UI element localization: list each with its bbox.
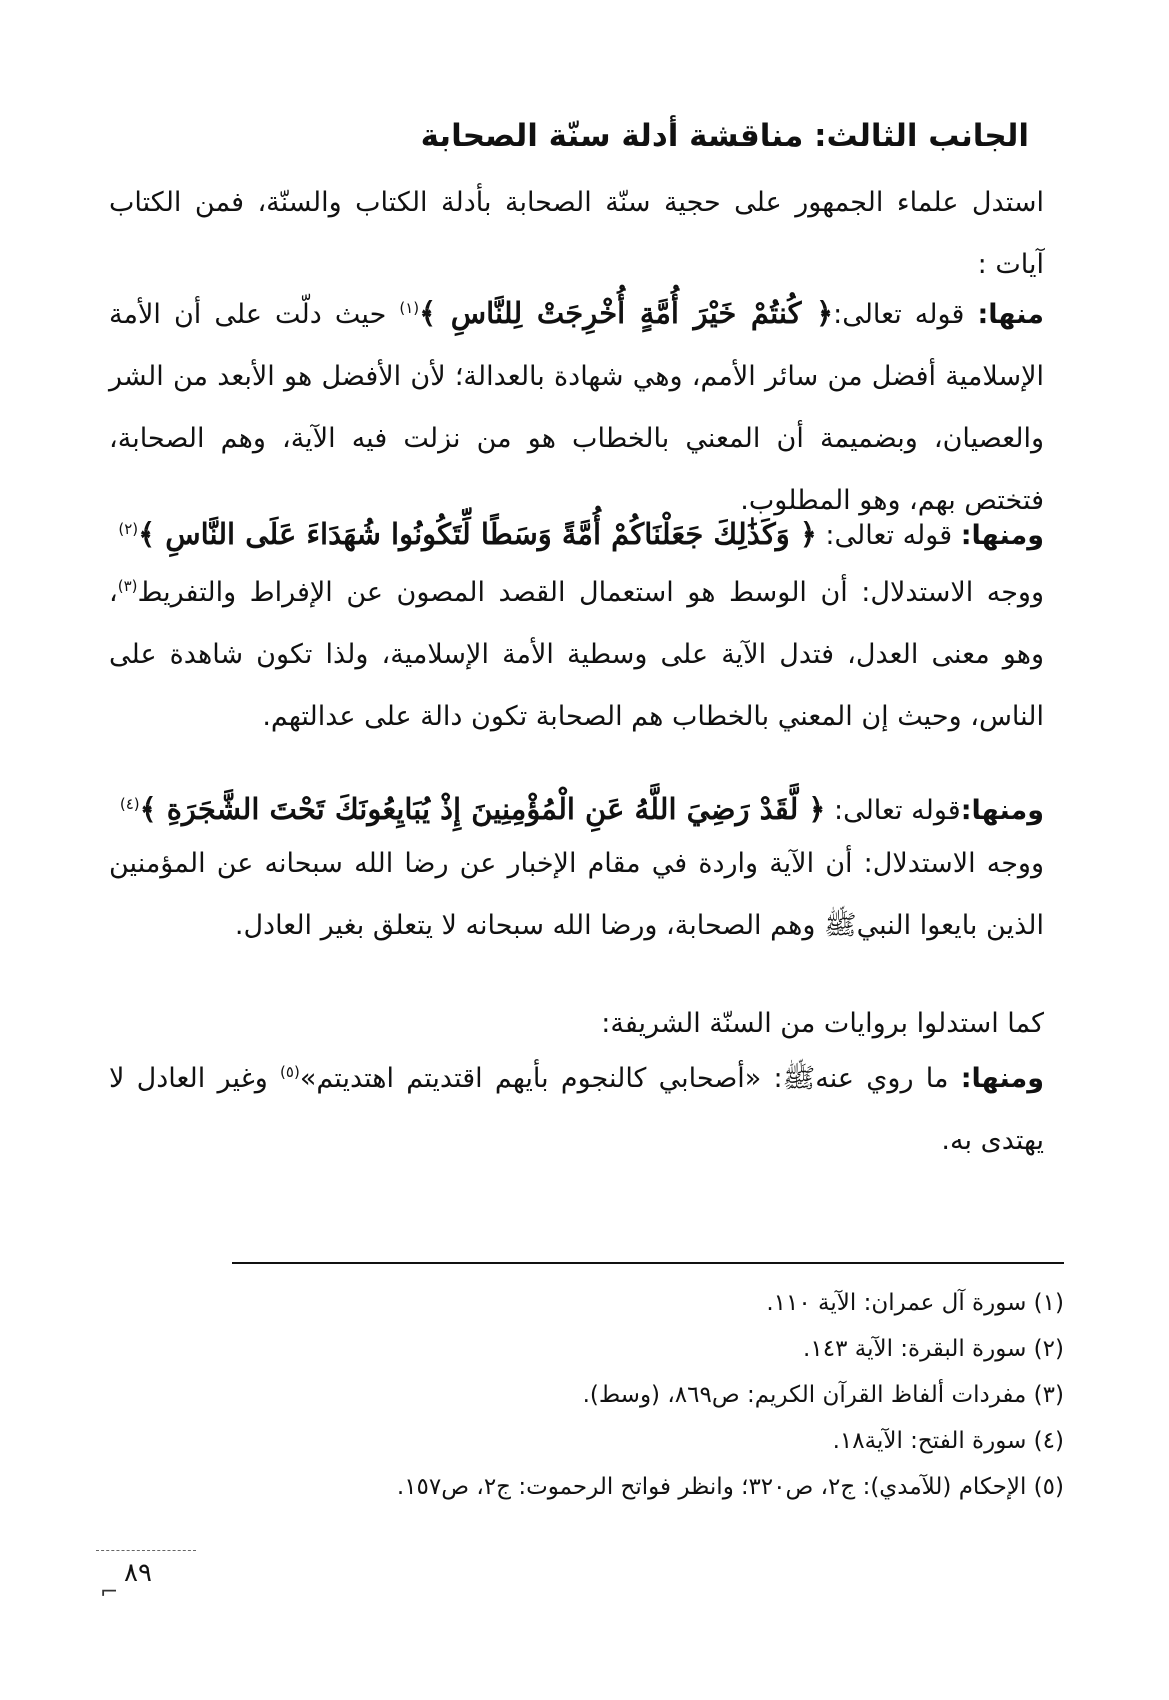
evidence-paragraph-2 — [109, 503, 1044, 567]
paragraph-keyword: ومنها: — [960, 1063, 1044, 1094]
paragraph-keyword: منها: — [977, 299, 1044, 330]
evidence-paragraph-1 — [109, 282, 1044, 532]
sunnah-intro: كما استدلوا بروايات من السنّة الشريفة: — [601, 1008, 1044, 1039]
section-title: الجانب الثالث: مناقشة أدلة سنّة الصحابة — [420, 118, 1029, 154]
verse-intro: قوله تعالى: — [833, 299, 978, 330]
footnote-5: (٥) الإحكام (للآمدي): ج٢، ص٣٢٠؛ وانظر فواتح الرحموت: ج٢، ص١٥٧. — [396, 1474, 1064, 1500]
honorific-glyph: ﷺ — [782, 1063, 816, 1094]
quran-verse: ﴿ كُنتُمْ خَيْرَ أُمَّةٍ أُخْرِجَتْ لِلنَّاسِ ﴾ — [419, 296, 834, 330]
footnote-ref: (٥) — [280, 1063, 300, 1081]
footnote-2: (٢) سورة البقرة: الآية ١٤٣. — [803, 1336, 1064, 1362]
paragraph-text: وغير العادل لا يهتدى به. — [109, 1063, 1044, 1156]
hadith-quote: : «أصحابي كالنجوم بأيهم اقتديتم اهتديتم» — [299, 1063, 783, 1094]
intro-paragraph: استدل علماء الجمهور على حجية سنّة الصحابة بأدلة الكتاب والسنّة، فمن الكتاب آيات : — [109, 187, 1044, 280]
footnote-ref: (٣) — [117, 577, 138, 595]
inference-paragraph-1 — [109, 562, 1044, 748]
footnote-1: (١) سورة آل عمران: الآية ١١٠. — [766, 1290, 1064, 1316]
paragraph-text: ووجه الاستدلال: أن الآية واردة في مقام الإخبار عن رضا الله سبحانه عن المؤمنين الذين بايعوا النبي — [109, 848, 1044, 941]
inference-paragraph-2 — [109, 833, 1044, 957]
page-corner-ornament-icon: ⌐ — [100, 1580, 119, 1605]
paragraph-keyword: ومنها: — [960, 795, 1044, 826]
footnote-divider — [232, 1262, 1064, 1264]
verse-intro: قوله تعالى: — [825, 795, 961, 826]
footnote-ref: (٤) — [119, 795, 140, 813]
paragraph-text: ، وهو معنى العدل، فتدل الآية على وسطية الأمة الإسلامية، ولذا تكون شاهدة على الناس، وحيث إن المعني بالخطاب هم الصحابة تكون دالة على عدالتهم. — [109, 577, 1044, 732]
quran-verse: ﴿ وَكَذَٰلِكَ جَعَلْنَاكُمْ أُمَّةً وَسَطًا لِّتَكُونُوا شُهَدَاءَ عَلَى النَّاسِ ﴾ — [138, 517, 817, 551]
footnote-ref: (١) — [399, 299, 420, 317]
footnote-ref: (٢) — [118, 520, 139, 538]
evidence-paragraph-4 — [109, 1048, 1044, 1172]
paragraph-text: ما روي عنه — [815, 1063, 961, 1094]
paragraph-keyword: ومنها: — [960, 520, 1044, 551]
footnote-4: (٤) سورة الفتح: الآية١٨. — [832, 1428, 1064, 1454]
footnote-3: (٣) مفردات ألفاظ القرآن الكريم: ص٨٦٩، (وسط). — [582, 1382, 1064, 1408]
honorific-glyph: ﷺ — [823, 910, 857, 941]
paragraph-text: وهم الصحابة، ورضا الله سبحانه لا يتعلق بغير العادل. — [234, 910, 824, 941]
verse-intro: قوله تعالى: — [816, 520, 961, 551]
paragraph-text: حيث دلّت على أن الأمة الإسلامية أفضل من سائر الأمم، وهي شهادة بالعدالة؛ لأن الأفضل هو الأبعد من الشر والعصيان، وبضميمة أن المعني بالخطاب هو من نزلت فيه الآية، وهم الصحابة، فتختص بهم، وهو المطلوب. — [109, 299, 1044, 516]
paragraph-text: ووجه الاستدلال: أن الوسط هو استعمال القصد المصون عن الإفراط والتفريط — [137, 577, 1044, 608]
page-number: ٨٩ — [124, 1558, 152, 1588]
quran-verse: ﴿ لَّقَدْ رَضِيَ اللَّهُ عَنِ الْمُؤْمِنِينَ إِذْ يُبَايِعُونَكَ تَحْتَ الشَّجَرَةِ ﴾ — [139, 792, 826, 826]
